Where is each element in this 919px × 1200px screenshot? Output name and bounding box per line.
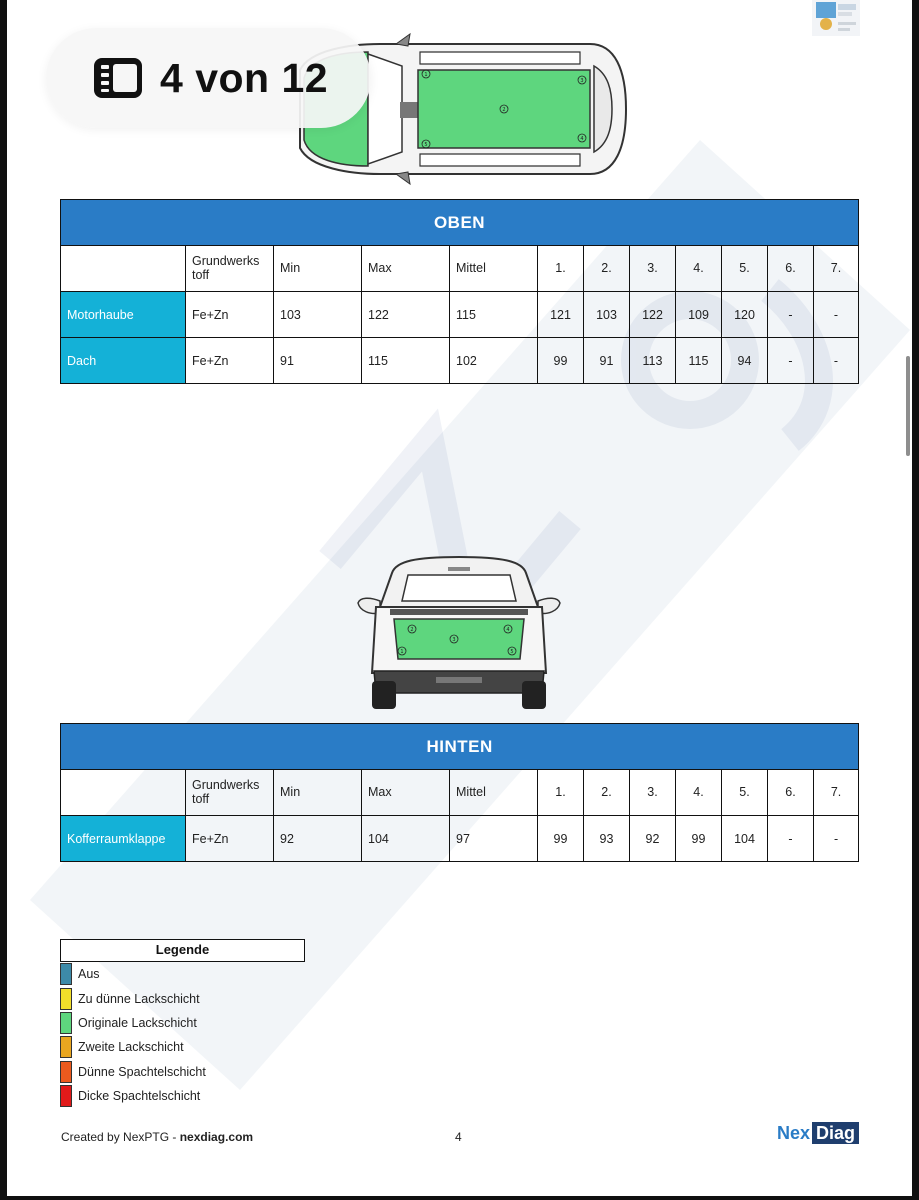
- table-row: [61, 338, 859, 384]
- table-header-row: [61, 770, 859, 816]
- header-base-material: Grundwerks toff: [186, 770, 274, 816]
- page-edge-right: [912, 0, 919, 1200]
- legend-swatch: [60, 1012, 72, 1034]
- legend-item: [60, 1060, 305, 1084]
- part-name: Kofferraumklappe: [61, 816, 186, 862]
- top-marker-4: 4: [580, 136, 584, 142]
- header-point-2: 2.: [584, 246, 630, 292]
- legend-swatch: [60, 1036, 72, 1058]
- footer-site-link[interactable]: nexdiag.com: [179, 1130, 254, 1144]
- header-base-material: Grundwerks toff: [186, 246, 274, 292]
- point-value: 113: [630, 338, 676, 384]
- legend-swatch: [60, 988, 72, 1010]
- rear-marker-1: 1: [400, 649, 404, 655]
- header-point-5: 5.: [722, 246, 768, 292]
- footer-credit: [61, 1130, 253, 1144]
- header-point-6: 6.: [768, 770, 814, 816]
- point-value: -: [814, 816, 859, 862]
- min-value: 92: [274, 816, 362, 862]
- header-point-7: 7.: [814, 770, 859, 816]
- point-value: 91: [584, 338, 630, 384]
- rear-marker-4: 4: [506, 627, 510, 633]
- rear-marker-5: 5: [510, 649, 514, 655]
- oben-measurement-table: [60, 199, 859, 384]
- max-value: 104: [362, 816, 450, 862]
- legend-swatch: [60, 1085, 72, 1107]
- point-value: -: [814, 292, 859, 338]
- page-edge-bottom: [0, 1196, 919, 1200]
- point-value: 103: [584, 292, 630, 338]
- legend-item: [60, 962, 305, 986]
- base-material: Fe+Zn: [186, 338, 274, 384]
- part-name: Dach: [61, 338, 186, 384]
- legend-label: Zu dünne Lackschicht: [78, 991, 200, 1006]
- header-point-2: 2.: [584, 770, 630, 816]
- hinten-measurement-table: [60, 723, 859, 862]
- legend-label: Aus: [78, 967, 100, 982]
- page-edge-left: [0, 0, 7, 1200]
- min-value: 103: [274, 292, 362, 338]
- point-value: -: [814, 338, 859, 384]
- header-point-4: 4.: [676, 770, 722, 816]
- point-value: 99: [538, 816, 584, 862]
- point-value: 109: [676, 292, 722, 338]
- car-rear-view-diagram: [356, 553, 562, 713]
- legend-label: Dicke Spachtelschicht: [78, 1089, 201, 1104]
- point-value: 122: [630, 292, 676, 338]
- point-value: -: [768, 292, 814, 338]
- header-empty: [61, 770, 186, 816]
- legend-label: Zweite Lackschicht: [78, 1040, 184, 1055]
- header-avg: Mittel: [450, 246, 538, 292]
- logo-part-1: Nex: [777, 1122, 811, 1143]
- footer-page-number: 4: [455, 1130, 462, 1144]
- header-point-1: 1.: [538, 770, 584, 816]
- page-counter-badge[interactable]: [46, 28, 371, 128]
- avg-value: 97: [450, 816, 538, 862]
- header-max: Max: [362, 770, 450, 816]
- footer-created-by: Created by NexPTG -: [61, 1130, 180, 1144]
- table-row: [61, 816, 859, 862]
- hinten-title: HINTEN: [61, 724, 859, 770]
- page-layout-icon: [92, 56, 144, 100]
- header-point-6: 6.: [768, 246, 814, 292]
- scroll-indicator[interactable]: [906, 356, 910, 456]
- legend-title: Legende: [60, 939, 305, 962]
- header-min: Min: [274, 770, 362, 816]
- point-value: 115: [676, 338, 722, 384]
- point-value: 99: [676, 816, 722, 862]
- base-material: Fe+Zn: [186, 292, 274, 338]
- point-value: 104: [722, 816, 768, 862]
- part-name: Motorhaube: [61, 292, 186, 338]
- header-point-4: 4.: [676, 246, 722, 292]
- legend-item: [60, 1084, 305, 1108]
- max-value: 115: [362, 338, 450, 384]
- thumbnail-image: [812, 0, 860, 36]
- legend: [60, 939, 305, 1108]
- page-counter-text: 4 von 12: [160, 54, 329, 101]
- max-value: 122: [362, 292, 450, 338]
- min-value: 91: [274, 338, 362, 384]
- header-point-3: 3.: [630, 770, 676, 816]
- top-marker-2: 2: [502, 107, 506, 113]
- top-marker-3: 3: [580, 78, 584, 84]
- rear-marker-2: 2: [410, 627, 414, 633]
- legend-label: Originale Lackschicht: [78, 1015, 197, 1030]
- top-marker-5: 5: [424, 142, 428, 148]
- point-value: 120: [722, 292, 768, 338]
- nexdiag-logo: [777, 1121, 859, 1145]
- header-avg: Mittel: [450, 770, 538, 816]
- base-material: Fe+Zn: [186, 816, 274, 862]
- table-row: [61, 292, 859, 338]
- oben-title: OBEN: [61, 200, 859, 246]
- point-value: -: [768, 816, 814, 862]
- legend-swatch: [60, 963, 72, 985]
- legend-label: Dünne Spachtelschicht: [78, 1064, 206, 1079]
- point-value: -: [768, 338, 814, 384]
- legend-item: [60, 1011, 305, 1035]
- logo-part-2: Diag: [812, 1122, 859, 1144]
- rear-marker-3: 3: [452, 637, 456, 643]
- point-value: 121: [538, 292, 584, 338]
- header-point-3: 3.: [630, 246, 676, 292]
- legend-item: [60, 1035, 305, 1059]
- point-value: 99: [538, 338, 584, 384]
- header-point-1: 1.: [538, 246, 584, 292]
- point-value: 94: [722, 338, 768, 384]
- table-header-row: [61, 246, 859, 292]
- avg-value: 102: [450, 338, 538, 384]
- header-point-7: 7.: [814, 246, 859, 292]
- header-point-5: 5.: [722, 770, 768, 816]
- point-value: 92: [630, 816, 676, 862]
- point-value: 93: [584, 816, 630, 862]
- legend-item: [60, 986, 305, 1010]
- header-empty: [61, 246, 186, 292]
- avg-value: 115: [450, 292, 538, 338]
- header-min: Min: [274, 246, 362, 292]
- legend-swatch: [60, 1061, 72, 1083]
- header-max: Max: [362, 246, 450, 292]
- top-marker-1: 1: [424, 72, 428, 78]
